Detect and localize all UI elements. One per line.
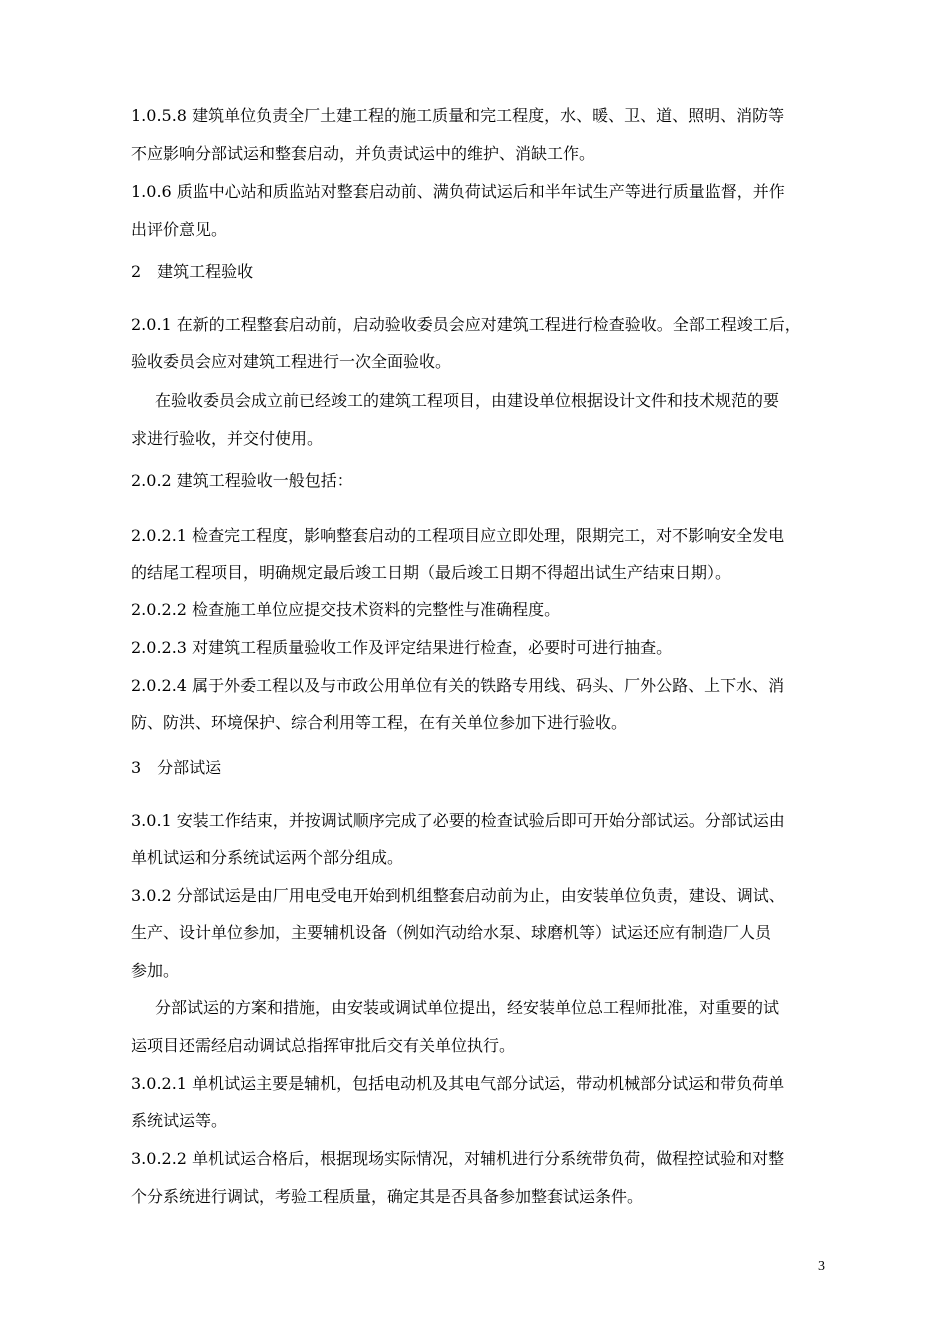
text-line: 单机试运和分系统试运两个部分组成。 [131, 848, 404, 867]
text-line: 验收委员会应对建筑工程进行一次全面验收。 [131, 352, 452, 371]
text-line: 1.0.6 质监中心站和质监站对整套启动前、满负荷试运后和半年试生产等进行质量监督，并作 [131, 182, 785, 201]
text-line: 不应影响分部试运和整套启动，并负责试运中的维护、消缺工作。 [131, 144, 596, 163]
text-line: 2.0.2.1 检查完工程度，影响整套启动的工程项目应立即处理，限期完工，对不影响安全发电 [131, 526, 785, 545]
text-line: 2.0.2.2 检查施工单位应提交技术资料的完整性与准确程度。 [131, 600, 561, 619]
text-line: 2.0.2 建筑工程验收一般包括： [131, 471, 353, 490]
text-line: 3.0.1 安装工作结束，并按调试顺序完成了必要的检查试验后即可开始分部试运。分部试运由 [131, 811, 785, 830]
text-line: 1.0.5.8 建筑单位负责全厂土建工程的施工质量和完工程度，水、暖、卫、道、照明、消防等 [131, 106, 785, 125]
text-line: 3.0.2 分部试运是由厂用电受电开始到机组整套启动前为止，由安装单位负责，建设、调试、 [131, 886, 785, 905]
section-heading: 3 分部试运 [131, 758, 222, 777]
text-line: 3.0.2.2 单机试运合格后，根据现场实际情况，对辅机进行分系统带负荷，做程控试验和对整 [131, 1149, 785, 1168]
text-line: 参加。 [131, 961, 180, 980]
text-line: 运项目还需经启动调试总指挥审批后交有关单位执行。 [131, 1036, 516, 1055]
text-line: 分部试运的方案和措施，由安装或调试单位提出，经安装单位总工程师批准，对重要的试 [155, 998, 780, 1017]
page-number: 3 [818, 1259, 825, 1274]
text-line: 2.0.2.4 属于外委工程以及与市政公用单位有关的铁路专用线、码头、厂外公路、上下水、消 [131, 676, 785, 695]
text-line: 防、防洪、环境保护、综合利用等工程，在有关单位参加下进行验收。 [131, 713, 628, 732]
section-heading: 2 建筑工程验收 [131, 262, 254, 281]
text-line: 在验收委员会成立前已经竣工的建筑工程项目，由建设单位根据设计文件和技术规范的要 [155, 391, 780, 410]
text-line: 生产、设计单位参加，主要辅机设备（例如汽动给水泵、球磨机等）试运还应有制造厂人员 [131, 923, 772, 942]
text-line: 2.0.2.3 对建筑工程质量验收工作及评定结果进行检查，必要时可进行抽查。 [131, 638, 673, 657]
text-line: 系统试运等。 [131, 1111, 228, 1130]
text-line: 出评价意见。 [131, 220, 228, 239]
text-line: 3.0.2.1 单机试运主要是辅机，包括电动机及其电气部分试运，带动机械部分试运和带负荷单 [131, 1074, 785, 1093]
text-line: 个分系统进行调试，考验工程质量，确定其是否具备参加整套试运条件。 [131, 1187, 644, 1206]
text-line: 2.0.1 在新的工程整套启动前，启动验收委员会应对建筑工程进行检查验收。全部工程竣工后， [131, 315, 801, 334]
text-line: 求进行验收，并交付使用。 [131, 429, 324, 448]
text-line: 的结尾工程项目，明确规定最后竣工日期（最后竣工日期不得超出试生产结束日期）。 [131, 563, 732, 582]
